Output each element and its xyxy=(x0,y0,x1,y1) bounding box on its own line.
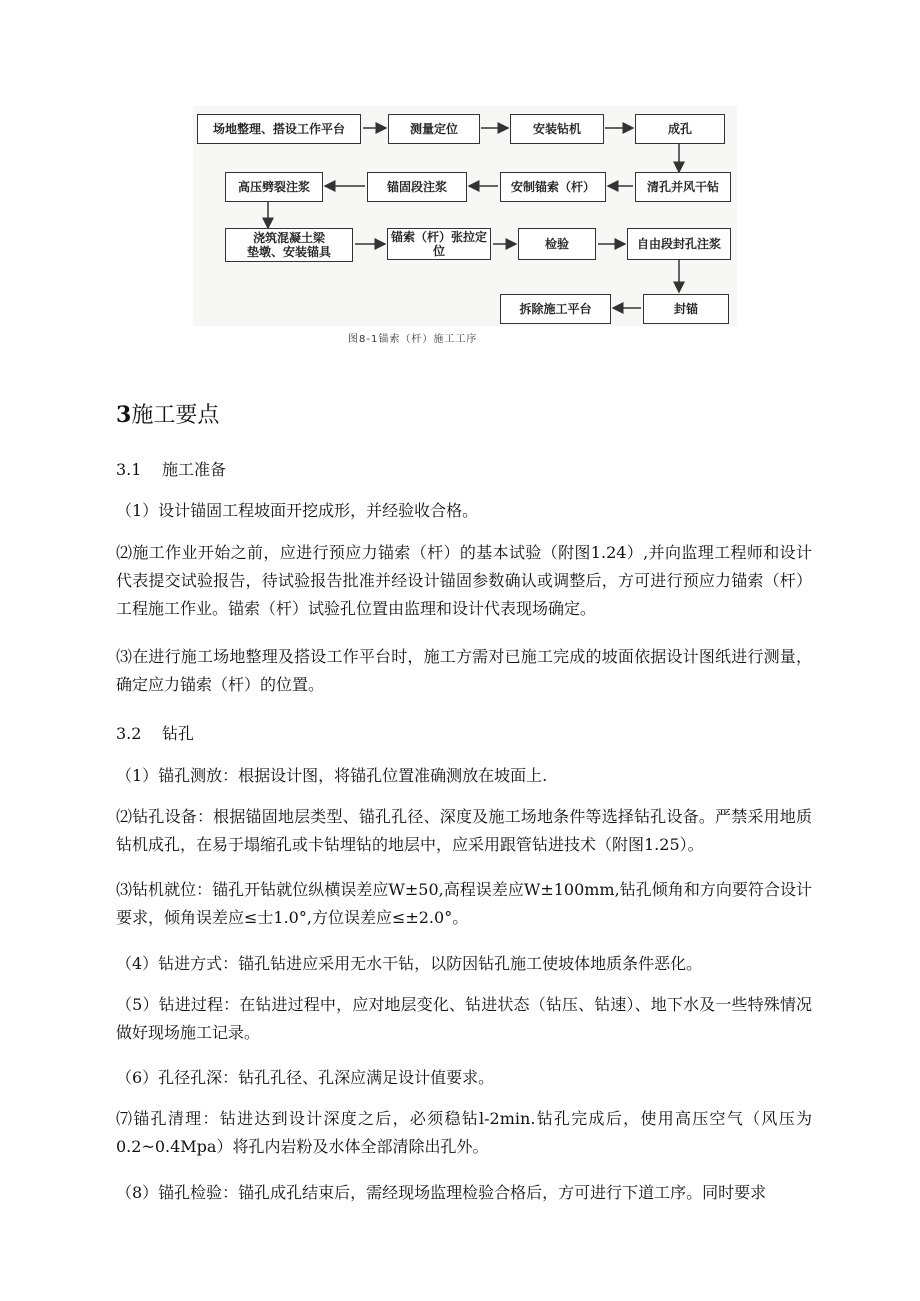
figure-caption: 图8-1锚索（杆）施工工序 xyxy=(348,334,478,345)
paragraph: ⑶钻机就位：锚孔开钻就位纵横误差应W±50,高程误差应W±100mm,钻孔倾角和方向要符合设计要求，倾角误差应≤士1.0°,方位误差应≤±2.0°。 xyxy=(116,880,812,927)
flow-step-tensioning: 锚索（杆）张拉定位 xyxy=(387,228,491,260)
flow-step-install-drill: 安装钻机 xyxy=(510,114,604,144)
subsection-heading-3-1 xyxy=(116,457,226,480)
flow-step-site-prep: 场地整理、搭设工作平台 xyxy=(197,114,361,144)
paragraph: ⑶在进行施工场地整理及搭设工作平台时，施工方需对已施工完成的坡面依据设计图纸进行测量，确定应力锚索（杆）的位置。 xyxy=(116,647,812,694)
flow-step-pour-concrete: 浇筑混凝土梁 垫墩、安装锚具 xyxy=(225,228,353,262)
flow-step-drilling: 成孔 xyxy=(635,114,725,144)
paragraph: （4）钻进方式：锚孔钻进应采用无水干钻，以防因钻孔施工使坡体地质条件恶化。 xyxy=(116,954,703,973)
paragraph: （1）锚孔测放：根据设计图，将锚孔位置准确测放在坡面上. xyxy=(116,766,548,785)
section-number: 3 xyxy=(116,402,132,428)
section-title: 施工要点 xyxy=(131,403,220,428)
construction-flowchart xyxy=(193,106,737,326)
paragraph: （6）孔径孔深：钻孔孔径、孔深应满足设计值要求。 xyxy=(116,1068,495,1087)
paragraph: ⑵钻孔设备：根据锚固地层类型、锚孔孔径、深度及施工场地条件等选择钻孔设备。严禁采用地质钻机成孔，在易于塌缩孔或卡钻埋钻的地层中，应采用跟管钻进技术（附图1.25）。 xyxy=(116,807,812,854)
paragraph: ⑵施工作业开始之前，应进行预应力锚索（杆）的基本试验（附图1.24）,并向监理工程师和设计代表提交试验报告，待试验报告批准并经设计锚固参数确认或调整后，方可进行预应力锚索（杆）工程施工作业。锚索（杆）试验孔位置由监理和设计代表现场确定。 xyxy=(116,543,812,618)
subsection-title: 钻孔 xyxy=(162,724,195,743)
paragraph: （8）锚孔检验：锚孔成孔结束后，需经现场监理检验合格后，方可进行下道工序。同时要求 xyxy=(116,1183,767,1202)
flow-step-seal-anchor: 封锚 xyxy=(643,294,729,324)
subsection-title: 施工准备 xyxy=(162,460,227,479)
subsection-number: 3.2 xyxy=(116,724,142,743)
flow-step-clean-hole: 清孔并风干钻 xyxy=(635,172,731,202)
flow-step-anchor-grouting: 锚固段注浆 xyxy=(367,172,467,202)
flow-step-inspection: 检验 xyxy=(518,228,596,260)
section-heading xyxy=(116,398,219,429)
paragraph: ⑺锚孔清理：钻进达到设计深度之后，必须稳钻l-2min.钻孔完成后，使用高压空气（风压为0.2~0.4Mpa）将孔内岩粉及水体全部清除出孔外。 xyxy=(116,1109,812,1156)
paragraph: （1）设计锚固工程坡面开挖成形，并经验收合格。 xyxy=(116,501,479,520)
paragraph: （5）钻进过程：在钻进过程中，应对地层变化、钻进状态（钻压、钻速）、地下水及一些特殊情况做好现场施工记录。 xyxy=(116,995,812,1042)
flow-step-free-section-sealing: 自由段封孔注浆 xyxy=(627,228,731,260)
flow-step-high-pressure-grouting: 高压劈裂注浆 xyxy=(225,172,323,202)
flow-step-survey: 测量定位 xyxy=(388,114,480,144)
subsection-number: 3.1 xyxy=(116,460,142,479)
flow-step-remove-platform: 拆除施工平台 xyxy=(500,294,611,324)
subsection-heading-3-2 xyxy=(116,721,194,744)
flow-step-make-anchor: 安制锚索（杆） xyxy=(500,172,606,202)
